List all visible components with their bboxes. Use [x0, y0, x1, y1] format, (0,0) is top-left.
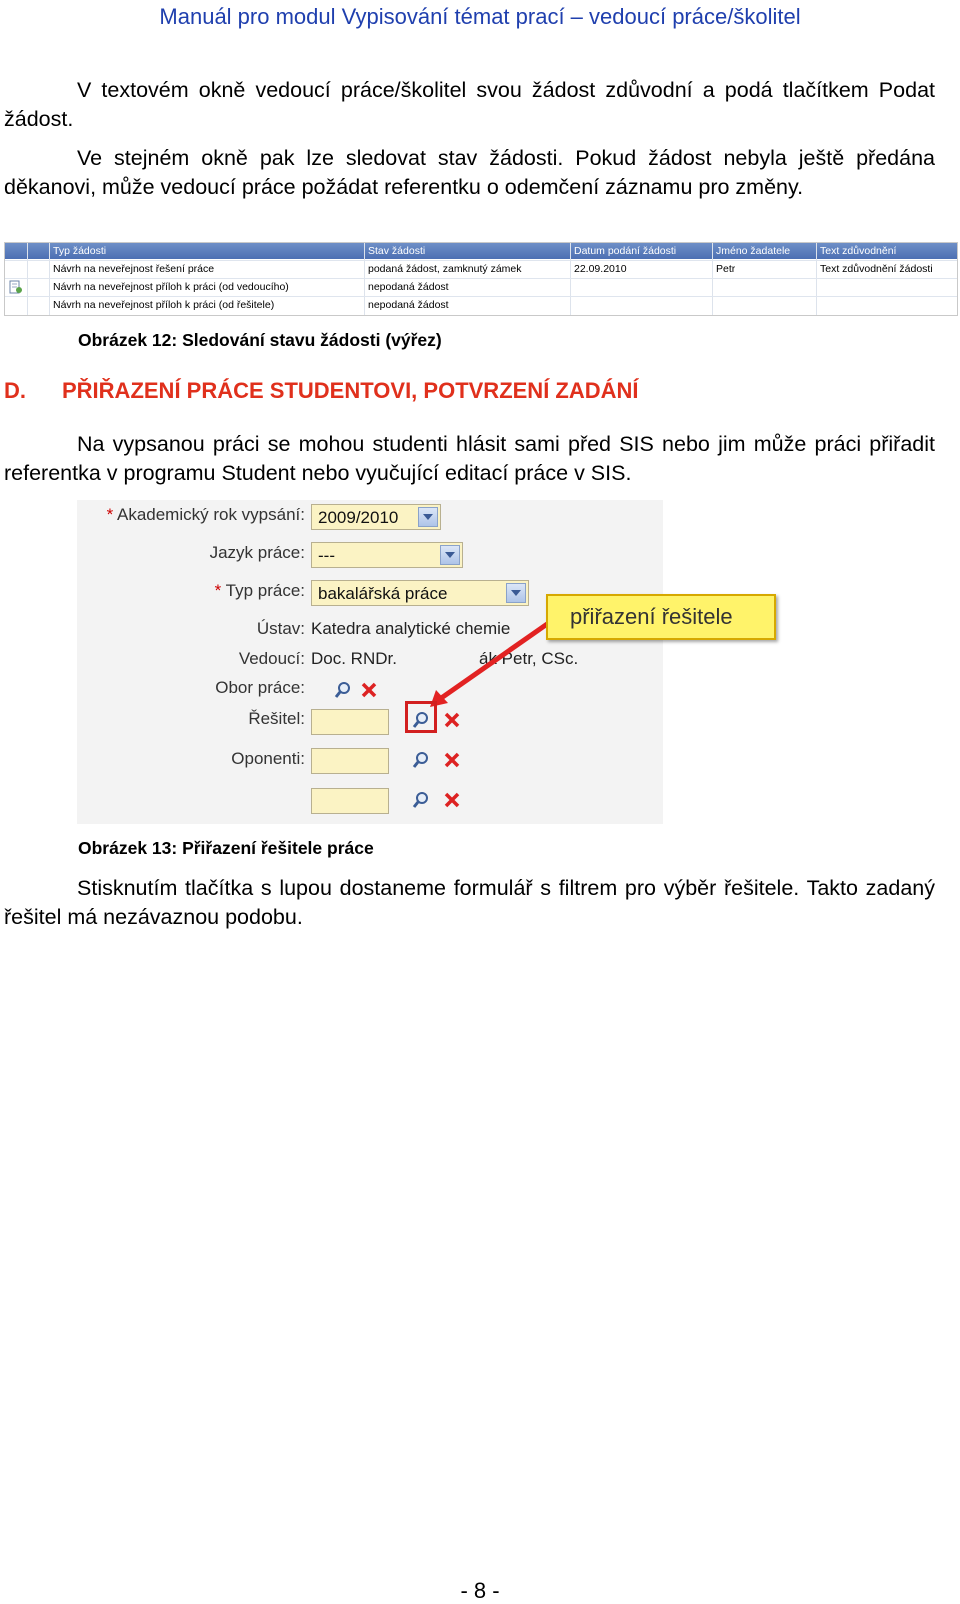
table-row[interactable] [5, 260, 957, 279]
field-label-language: Jazyk práce: [209, 543, 305, 562]
table-row[interactable] [5, 296, 957, 315]
supervisor-value-a: Doc. RNDr. [311, 649, 397, 668]
field-label-type: * Typ práce: [214, 581, 305, 600]
cell-date: 22.09.2010 [574, 263, 627, 275]
column-header-justification: Text zdůvodnění [820, 245, 897, 257]
supervisor-value-b: ák Petr, CSc. [479, 649, 579, 668]
field-label-field: Obor práce: [215, 678, 305, 697]
field-label-supervisor: Vedoucí: [238, 649, 305, 668]
column-header-status: Stav žádosti [368, 245, 426, 257]
opponent-input[interactable] [311, 748, 389, 774]
year-select[interactable]: 2009/2010 [311, 504, 441, 530]
chevron-down-icon[interactable] [440, 545, 460, 565]
cell-type: Návrh na neveřejnost příloh k práci (od vedoucího) [53, 281, 289, 293]
cell-justification: Text zdůvodnění žádosti [820, 263, 933, 275]
cell-status: nepodaná žádost [368, 281, 449, 293]
highlight-box [405, 701, 437, 733]
paragraph-submit-request: V textovém okně vedoucí práce/školitel svou žádost zdůvodní a podá tlačítkem Podat žádost. [4, 78, 935, 131]
paragraph-magnifier-filter: Stisknutím tlačítka s lupou dostaneme formulář s filtrem pro výběr řešitele. Takto zadaný řešitel má nezávaznou podobu. [4, 876, 935, 929]
magnifier-icon[interactable] [411, 750, 431, 770]
delete-x-icon[interactable] [442, 790, 462, 810]
department-value: Katedra analytické chemie [311, 619, 511, 638]
request-status-table [4, 242, 958, 316]
table-row[interactable] [5, 278, 957, 297]
paragraph-assign-student: Na vypsanou práci se mohou studenti hlásit sami před SIS nebo jim může práci přiřadit referentka v programu Student nebo vyučující editací práce v SIS. [4, 432, 935, 485]
cell-status: podaná žádost, zamknutý zámek [368, 263, 522, 275]
table-header [5, 243, 957, 259]
column-header-applicant: Jméno žadatele [716, 245, 791, 257]
callout-assign-solver: přiřazení řešitele [546, 594, 776, 640]
paragraph-track-status: Ve stejném okně pak lze sledovat stav žádosti. Pokud žádost nebyla ještě předána děkanovi, může vedoucí práce požádat referentku o odemčení záznamu pro změny. [4, 146, 935, 199]
solver-input[interactable] [311, 709, 389, 735]
section-letter: D. [4, 378, 26, 403]
column-header-date: Datum podání žádosti [574, 245, 677, 257]
page-number: - 8 - [460, 1578, 500, 1603]
thesis-type-select[interactable]: bakalářská práce [311, 580, 529, 606]
edit-document-icon[interactable] [9, 280, 23, 294]
cell-type: Návrh na neveřejnost příloh k práci (od řešitele) [53, 299, 275, 311]
field-label-department: Ústav: [256, 619, 305, 638]
field-label-year: * Akademický rok vypsání: [106, 505, 305, 524]
figure-caption: Obrázek 13: Přiřazení řešitele práce [78, 838, 374, 858]
column-header-type: Typ žádosti [53, 245, 107, 257]
cell-applicant: Petr [716, 263, 736, 275]
section-title: PŘIŘAZENÍ PRÁCE STUDENTOVI, POTVRZENÍ ZADÁNÍ [62, 378, 639, 403]
language-select[interactable]: --- [311, 542, 463, 568]
cell-type: Návrh na neveřejnost řešení práce [53, 263, 215, 275]
delete-x-icon[interactable] [442, 750, 462, 770]
chevron-down-icon[interactable] [418, 507, 438, 527]
figure-caption: Obrázek 12: Sledování stavu žádosti (výřez) [78, 330, 442, 350]
magnifier-icon[interactable] [411, 790, 431, 810]
field-label-solver: Řešitel: [248, 709, 305, 728]
opponent-input[interactable] [311, 788, 389, 814]
cell-status: nepodaná žádost [368, 299, 449, 311]
magnifier-icon[interactable] [333, 680, 353, 700]
field-label-opponents: Oponenti: [231, 749, 305, 768]
document-header: Manuál pro modul Vypisování témat prací – vedoucí práce/školitel [159, 4, 801, 29]
section-heading [4, 378, 639, 404]
delete-x-icon[interactable] [359, 680, 379, 700]
